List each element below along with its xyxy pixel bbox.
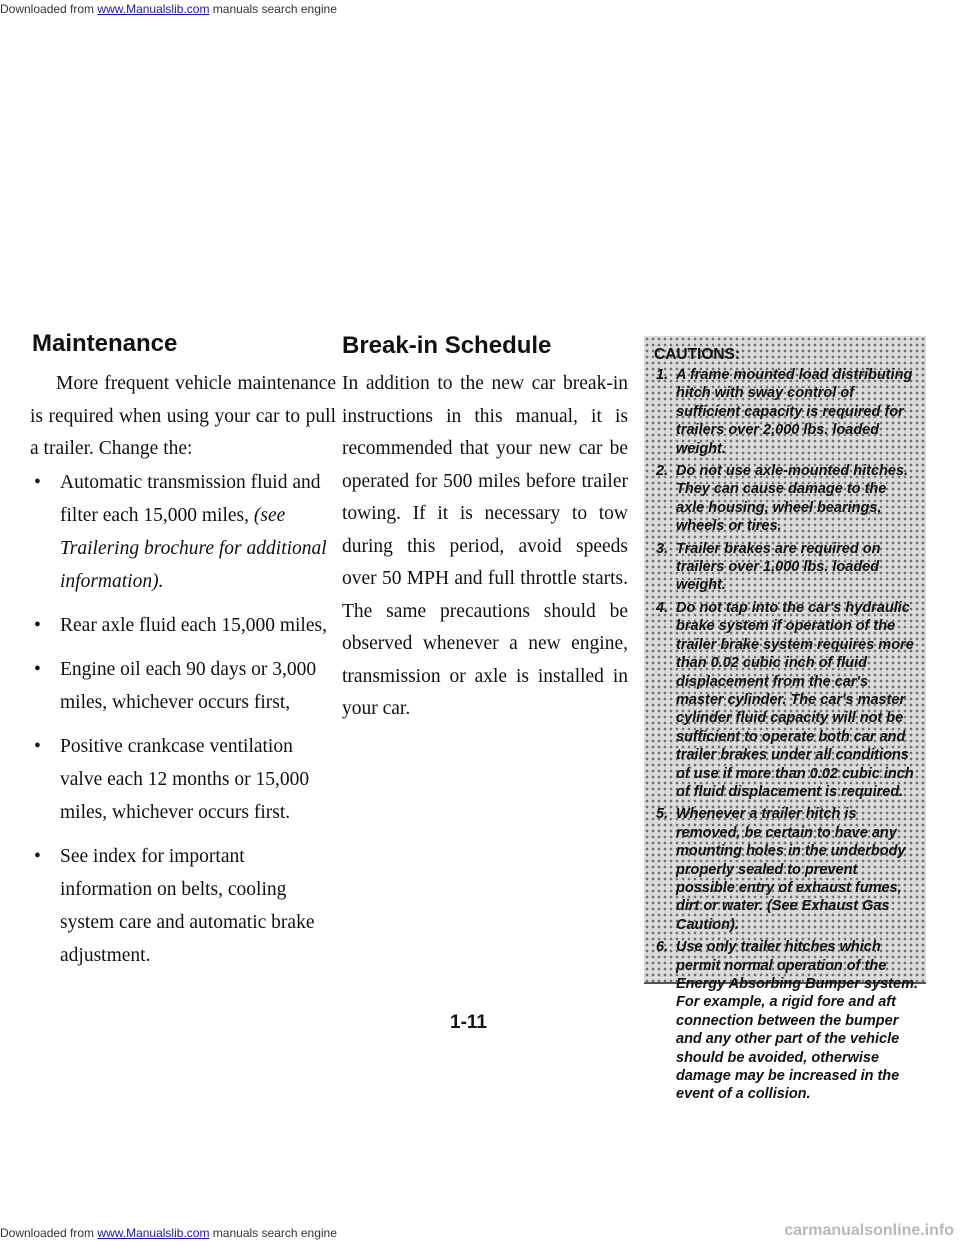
download-header <box>0 2 337 16</box>
caution-number: 1. <box>656 367 669 383</box>
bullet-icon: • <box>34 472 41 493</box>
bullet-icon: • <box>34 846 41 867</box>
caution-text: Trailer brakes are required on trailers over 1,000 lbs. loaded weight. <box>676 540 881 594</box>
caution-item <box>654 366 918 458</box>
caution-number: 4. <box>656 599 669 616</box>
header-prefix: Downloaded from <box>0 2 95 16</box>
caution-text: Whenever a trailer hitch is removed, be certain to have any mounting holes in the underbody properly sealed to prevent possible entry of exhaust fumes, dirt or water. (See Exhaust Gas Caution). <box>676 806 906 933</box>
caution-text: Use only trailer hitches which permit normal operation of the Energy Absorbing Bumper system. For example, a rigid fore and aft connection between the bumper and any other part of the vehicle should be avoided, otherwise damage may be increased in the event of a collision. <box>676 939 918 1103</box>
item-italic-note: (see Trailering brochure for additional information). <box>60 505 327 592</box>
item-text: Automatic transmission fluid and filter each 15,000 miles, <box>60 472 321 526</box>
item-text: Positive crankcase ventilation valve each 12 months or 15,000 miles, whichever occurs first. <box>60 736 310 823</box>
caution-item <box>654 938 918 1104</box>
watermark: carmanualsonline.info <box>784 1222 954 1239</box>
page-number: 1-11 <box>450 1012 487 1033</box>
header-suffix: manuals search engine <box>212 2 337 16</box>
caution-item <box>654 599 918 801</box>
caution-item <box>654 805 918 934</box>
break-in-heading: Break-in Schedule <box>342 332 552 359</box>
manualslib-link[interactable]: www.Manualslib.com <box>97 2 210 16</box>
maintenance-intro: More frequent vehicle maintenance is required when using your car to pull a trailer. Change the: <box>30 373 336 459</box>
item-text: See index for important information on belts, cooling system care and automatic brake adjustment. <box>60 846 315 966</box>
caution-number: 5. <box>656 806 669 823</box>
caution-number: 2. <box>656 463 669 480</box>
caution-item <box>654 540 918 595</box>
footer-prefix: Downloaded from <box>0 1226 95 1240</box>
break-in-body: In addition to the new car break-in instructions in this manual, it is recommended that your new car be operated for 500 miles before trailer towing. If it is necessary to tow during this period, avoid speeds over 50 MPH and full throttle starts. The same precautions should be observed whenever a new engine, transmission or axle is installed in your car. <box>342 373 628 719</box>
list-item <box>30 609 338 642</box>
cautions-list <box>654 366 918 1104</box>
item-text: Rear axle fluid each 15,000 miles, <box>60 615 327 636</box>
maintenance-heading: Maintenance <box>32 330 178 357</box>
list-item <box>30 653 338 719</box>
maintenance-list <box>30 466 338 983</box>
caution-number: 6. <box>656 939 669 956</box>
bullet-icon: • <box>34 736 41 757</box>
caution-number: 3. <box>656 540 669 557</box>
caution-text: A frame mounted load distributing hitch with sway control of sufficient capacity is required for trailers over 2,000 lbs. loaded weight. <box>676 367 913 457</box>
item-text: Engine oil each 90 days or 3,000 miles, whichever occurs first, <box>60 659 317 713</box>
footer-suffix: manuals search engine <box>212 1226 337 1240</box>
caution-item <box>654 462 918 536</box>
caution-text: Do not use axle-mounted hitches. They can cause damage to the axle housing, wheel bearings, wheels or tires. <box>676 463 909 535</box>
bullet-icon: • <box>34 615 41 636</box>
download-footer <box>0 1226 337 1240</box>
caution-text: Do not tap into the car's hydraulic brake system if operation of the trailer brake system requires more than 0.02 cubic inch of fluid displacement from the car's master cylinder. The car's master cylinder fluid capacity will not be sufficient to operate both car and trailer brakes under all conditions of use if more than 0.02 cubic inch of fluid displacement is required. <box>676 599 914 800</box>
list-item <box>30 730 338 829</box>
manualslib-footer-link[interactable]: www.Manualslib.com <box>97 1226 210 1240</box>
cautions-box <box>644 336 926 1103</box>
list-item <box>30 840 338 972</box>
list-item <box>30 466 338 598</box>
cautions-title: CAUTIONS: <box>654 346 741 363</box>
bullet-icon: • <box>34 659 41 680</box>
